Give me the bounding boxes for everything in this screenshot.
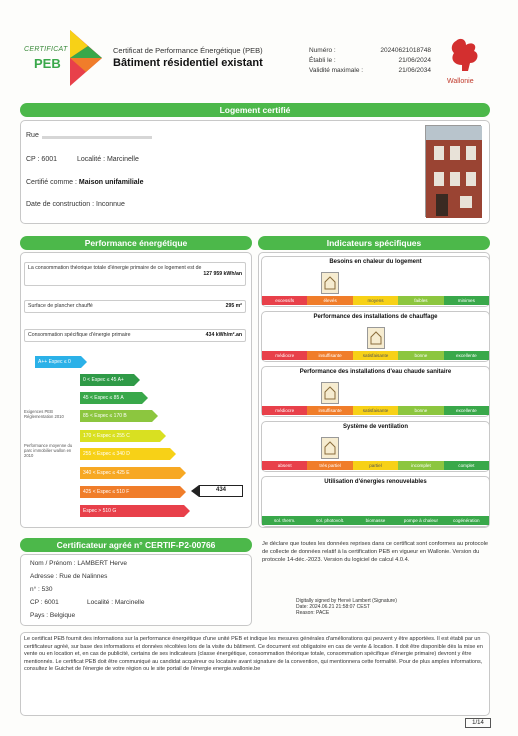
- indicator-scale-cell: excessifs: [262, 296, 307, 305]
- indicator-title: Système de ventilation: [342, 424, 409, 430]
- energy-class-arrow: [170, 448, 176, 460]
- indicator-scale-cell: insuffisante: [307, 406, 352, 415]
- energy-class-arrow: [142, 392, 148, 404]
- meta-key: Établi le :: [309, 57, 336, 64]
- energy-class-arrow: [180, 467, 186, 479]
- class-marker-arrow: [191, 485, 199, 497]
- rue-field: [26, 132, 39, 139]
- logo-line2: PEB: [34, 56, 61, 71]
- indicator-scale-cell: cogénération: [444, 516, 489, 525]
- certifie-label: Certifié comme :: [26, 179, 77, 186]
- conso-text: La consommation théorique totale d'énergie primaire de ce logement est de: [28, 265, 202, 271]
- meta-value: 20240621018748: [380, 47, 431, 54]
- indicator-scale-cell: sol. photovolt.: [307, 516, 352, 525]
- indicator-scale-cell: partiel: [353, 461, 398, 470]
- energy-class-arrow: [180, 486, 186, 498]
- indicator-scale: [262, 406, 489, 415]
- indicateurs-bar: Indicateurs spécifiques: [258, 236, 490, 250]
- indicator-level-icon: [321, 272, 339, 294]
- indicator-level-icon: [321, 437, 339, 459]
- indicator-scale-cell: incomplet: [398, 461, 443, 470]
- page-number: 1/14: [465, 718, 491, 728]
- indicator-scale-cell: bonne: [398, 406, 443, 415]
- energy-class-arrow: [152, 410, 158, 422]
- meta-value: 21/06/2034: [398, 67, 431, 74]
- indicator-scale-cell: excellente: [444, 351, 489, 360]
- spec-value: 434 kWh/m².an: [205, 332, 242, 338]
- surface-label: Surface de plancher chauffé: [28, 303, 93, 309]
- spec-label: Consommation spécifique d'énergie primaire: [28, 332, 131, 338]
- indicator-scale-cell: minimes: [444, 296, 489, 305]
- energy-class-arrow: [134, 374, 140, 386]
- indicator-scale-cell: bonne: [398, 351, 443, 360]
- indicator-scale-cell: sol. therm.: [262, 516, 307, 525]
- signature-line: Reason: PACE: [296, 610, 330, 616]
- cert-cp: CP : 6001: [30, 599, 59, 606]
- certificateur-bar: Certificateur agréé n° CERTIF-P2-00766: [20, 538, 252, 552]
- signature-line: Digitally signed by Hervé Lambert (Signature): [296, 598, 397, 604]
- indicator-level-icon: [367, 327, 385, 349]
- indicator-level-icon: [321, 382, 339, 404]
- cert-numero: n° : 530: [30, 586, 53, 593]
- indicator-scale-cell: pompe à chaleur: [398, 516, 443, 525]
- energy-class-arrow: [160, 430, 166, 442]
- indicator-scale-cell: satisfaisante: [353, 351, 398, 360]
- energy-class-bar: 340 < Espec ≤ 425 E: [80, 467, 180, 479]
- logement-bar: Logement certifié: [20, 103, 490, 117]
- cert-adresse: Adresse : Rue de Nalinnes: [30, 573, 108, 580]
- surface-box: [24, 300, 246, 313]
- conso-box: [24, 262, 246, 286]
- energy-class-bar: 170 < Espec ≤ 255 C: [80, 430, 160, 442]
- energy-class-arrow: [184, 505, 190, 517]
- cp-field: CP : 6001: [26, 156, 58, 163]
- certifie-value: Maison unifamiliale: [78, 179, 144, 186]
- logo-line1: CERTIFICAT: [24, 46, 68, 53]
- indicator-scale-cell: médiocre: [262, 406, 307, 415]
- note-exigences: Exigences PEB Réglementation 2010: [24, 409, 64, 419]
- indicator-scale-cell: très partiel: [307, 461, 352, 470]
- indicator-title: Performance des installations de chauffage: [313, 314, 438, 320]
- certifie-field: [26, 179, 144, 186]
- cert-localite: Localité : Marcinelle: [87, 599, 145, 606]
- region-label: Wallonie: [447, 78, 474, 85]
- indicator-scale-cell: médiocre: [262, 351, 307, 360]
- indicator-scale-cell: absent: [262, 461, 307, 470]
- energy-class-bar: 45 < Espec ≤ 85 A: [80, 392, 142, 404]
- energy-class-bar: Espec > 510 G: [80, 505, 184, 517]
- indicator-scale-cell: complet: [444, 461, 489, 470]
- energy-class-arrow: [81, 356, 87, 368]
- surface-value: 295 m²: [225, 303, 242, 309]
- energy-class-bar: 255 < Espec ≤ 340 D: [80, 448, 170, 460]
- indicator-scale: [262, 516, 489, 525]
- meta-key: Validité maximale :: [309, 67, 364, 74]
- declaration-text: Je déclare que toutes les données reprises dans ce certificat sont conformes au protocole de collecte de données relatif à la certification PEB en vigueur en Wallonie. Version du protocole 14-déc.-2023. Version du logiciel de calcul 4.0.4.: [262, 541, 489, 563]
- indicator-scale: [262, 461, 489, 470]
- conso-value: 127 959 kWh/an: [203, 271, 242, 277]
- performance-bar: Performance énergétique: [20, 236, 252, 250]
- footer-text: Le certificat PEB fournit des informations sur la performance énergétique d'une unité PEB et indique les mesures générales d'améliorations qui peuvent y être apportées. Il est établi par un certificateur agréé, sur base des informations et données récoltées lors de la visite du bâtiment. Ce document est obligatoire en cas de vente & location. Il doit être disponible dès la mise en vente ou en location et, en cas de publicité, certains de ses indicateurs (classe énergétique, consommation théorique totale, consommation spécifique d'énergie primaire) devront y être mentionnés. Le certificat PEB doit être communiqué au candidat acquéreur ou locataire avant signature de la convention, qui mentionnera cette formalité. Pour de plus amples informations, consultez le Guichet de l'énergie de votre région ou le site portail de l'énergie energie.wallonie.be: [24, 636, 483, 673]
- indicator-title: Performance des installations d'eau chaude sanitaire: [299, 369, 452, 375]
- indicator-scale-cell: biomasse: [353, 516, 398, 525]
- indicator-title: Utilisation d'énergies renouvelables: [324, 479, 427, 485]
- class-marker: 434: [199, 485, 243, 497]
- meta-value: 21/06/2024: [398, 57, 431, 64]
- cert-nom: Nom / Prénom : LAMBERT Herve: [30, 560, 127, 567]
- construction-field: Date de construction : Inconnue: [26, 201, 125, 208]
- header-meta: [309, 46, 431, 76]
- header-title: Certificat de Performance Énergétique (PEB): [113, 46, 263, 55]
- energy-class-bar: A++ Espec ≤ 0: [35, 356, 81, 368]
- energy-class-bar: 425 < Espec ≤ 510 F: [80, 486, 180, 498]
- indicator-scale: [262, 296, 489, 305]
- indicator-scale-cell: moyens: [353, 296, 398, 305]
- rue-redacted: [42, 136, 152, 139]
- indicator-scale: [262, 351, 489, 360]
- indicator-title: Besoins en chaleur du logement: [329, 259, 422, 265]
- energy-class-bar: 85 < Espec ≤ 170 B: [80, 410, 152, 422]
- digital-signature: [296, 598, 397, 616]
- indicator-scale-cell: insuffisante: [307, 351, 352, 360]
- spec-box: [24, 329, 246, 342]
- rue-label: Rue: [26, 132, 39, 139]
- cert-pays: Pays : Belgique: [30, 612, 76, 619]
- localite-field: Localité : Marcinelle: [77, 156, 139, 163]
- indicator-scale-cell: élevés: [307, 296, 352, 305]
- note-moyenne: Performance moyenne du parc immobilier wallon en 2010: [24, 443, 73, 458]
- header-subtitle: Bâtiment résidentiel existant: [113, 57, 263, 69]
- indicator-scale-cell: satisfaisante: [353, 406, 398, 415]
- meta-key: Numéro :: [309, 47, 336, 54]
- energy-class-bar: 0 < Espec ≤ 45 A+: [80, 374, 134, 386]
- indicator-scale-cell: excellente: [444, 406, 489, 415]
- house-photo: [425, 125, 481, 217]
- signature-line: Date: 2024.06.21 21:58:07 CEST: [296, 604, 370, 610]
- peb-logo: [20, 28, 108, 88]
- indicator-scale-cell: faibles: [398, 296, 443, 305]
